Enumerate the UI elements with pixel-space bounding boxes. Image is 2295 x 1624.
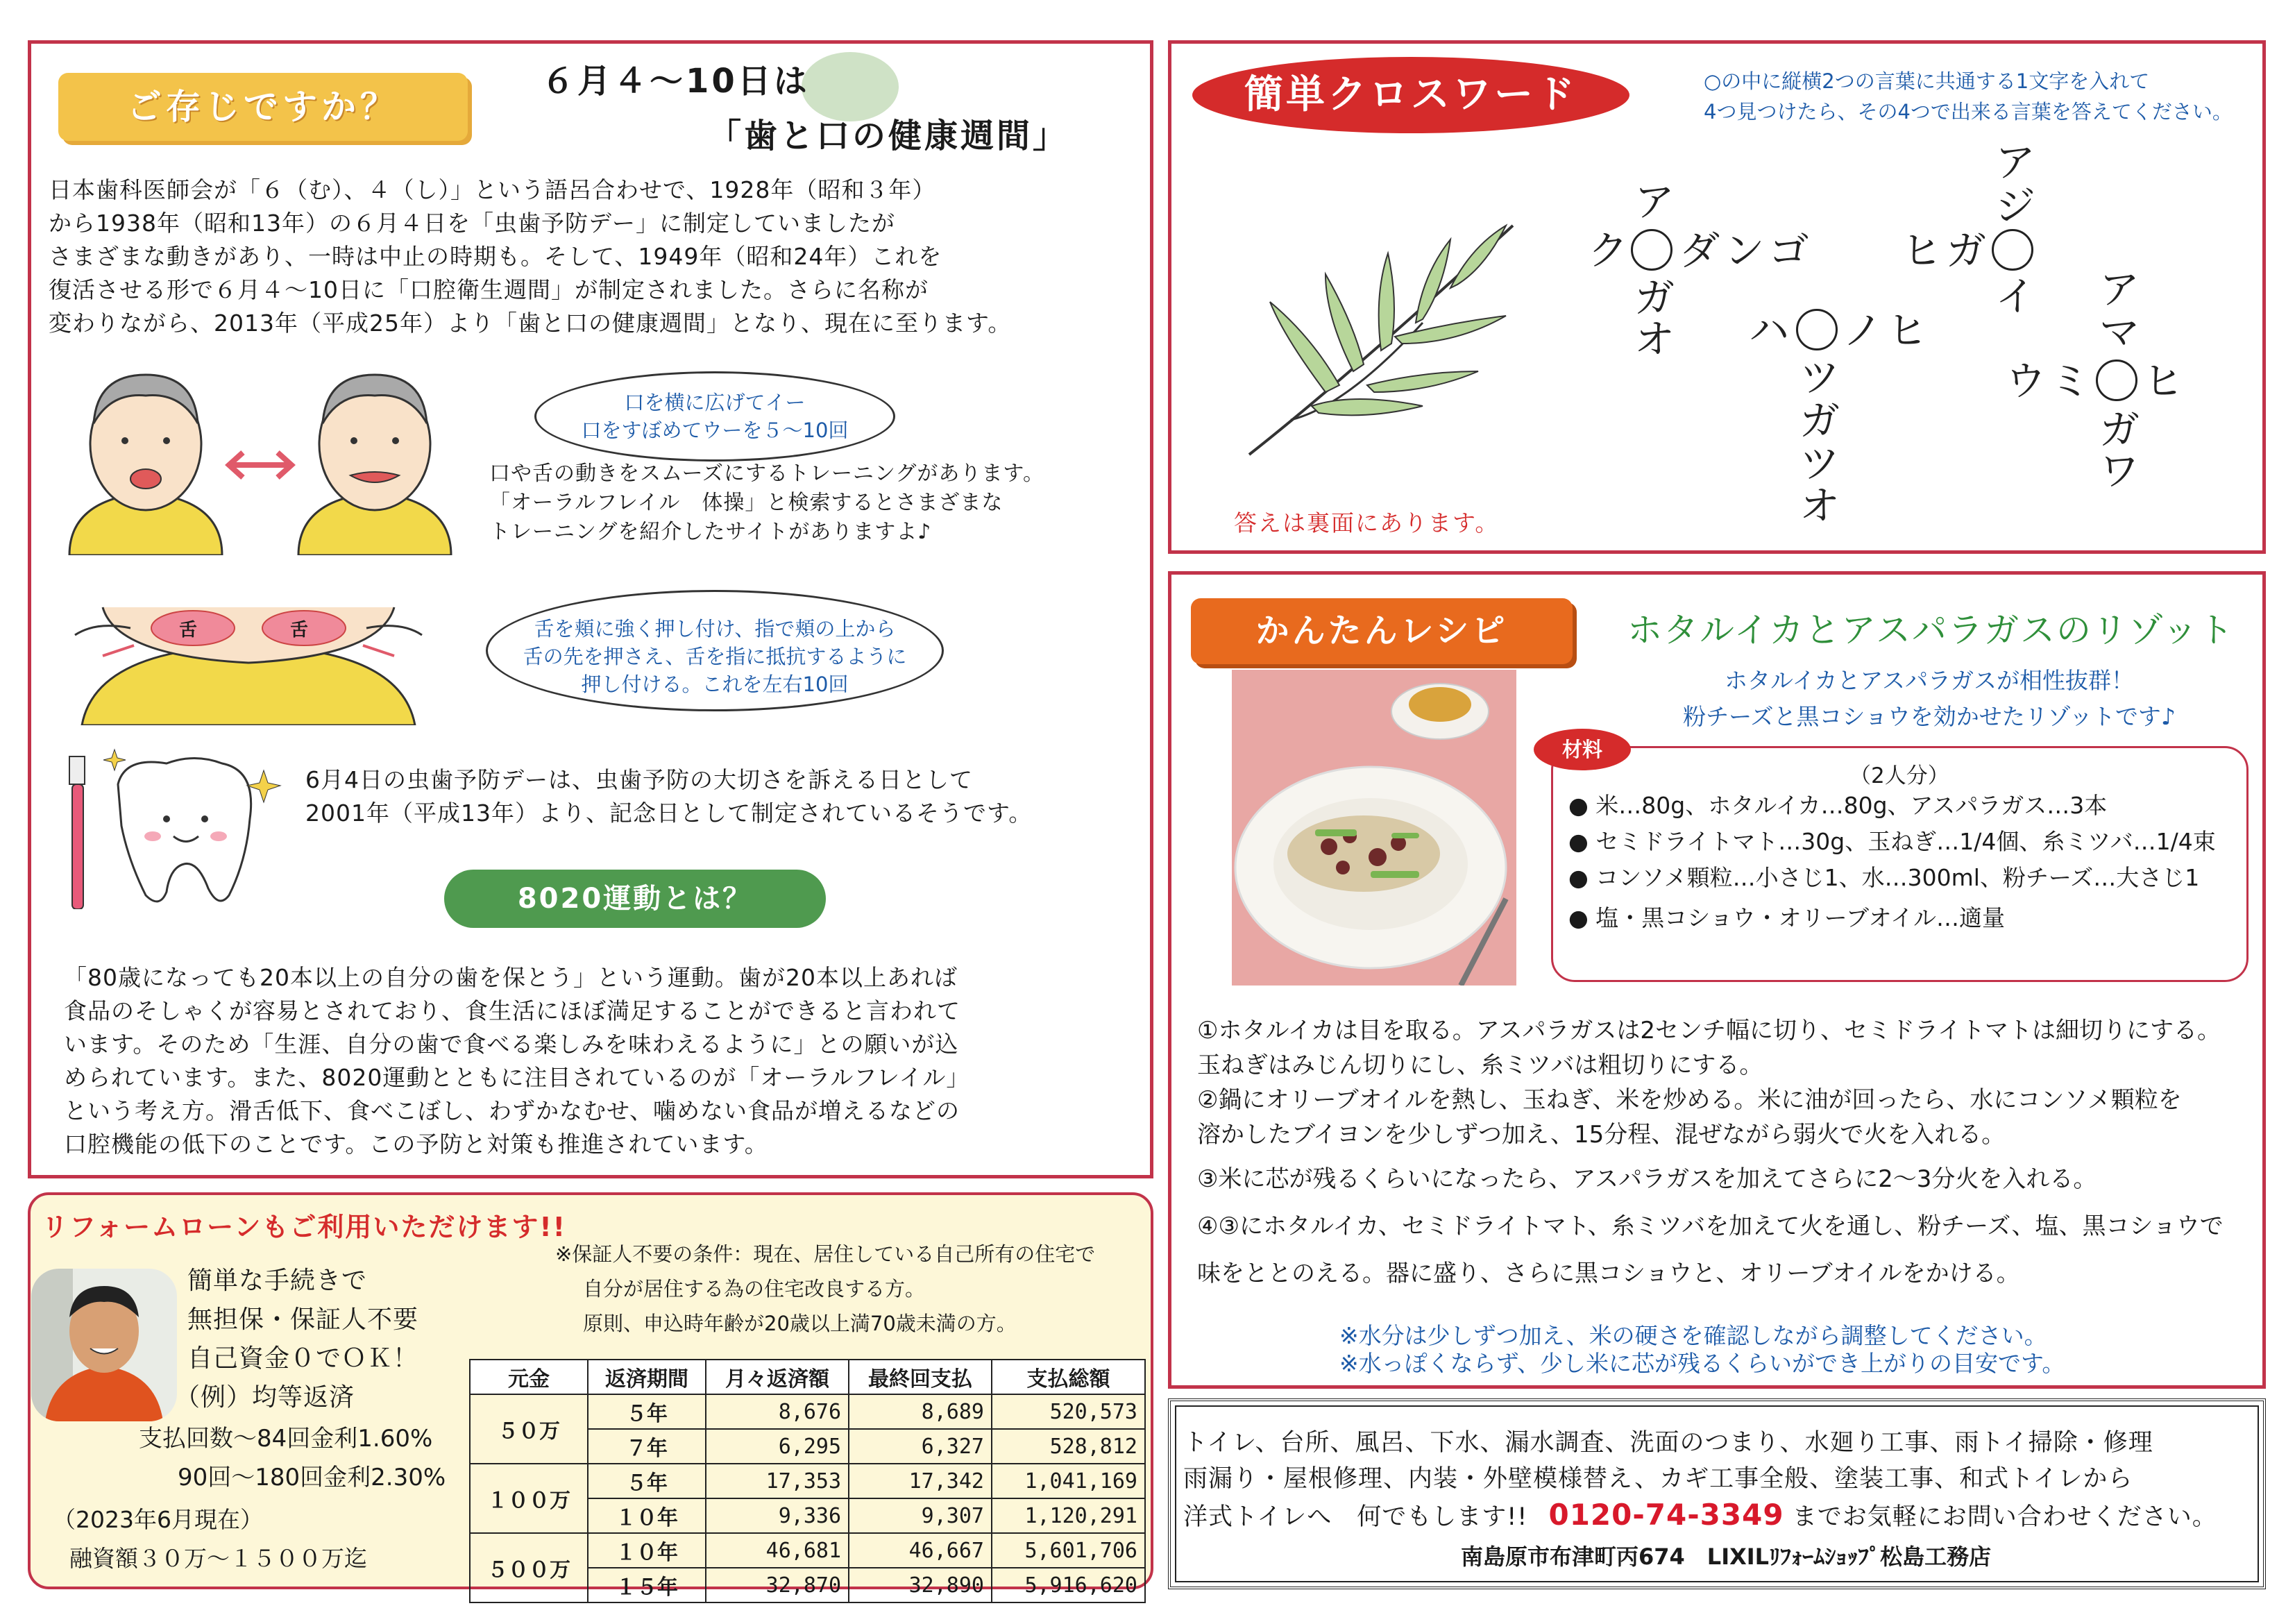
tip-line: ※水分は少しずつ加え、米の硬さを確認しながら調整してください。 bbox=[1339, 1322, 2047, 1349]
loan-footer bbox=[53, 1500, 367, 1578]
col-header: 元金 bbox=[470, 1360, 588, 1394]
toothbrush-icon bbox=[69, 756, 85, 909]
monthly-cell: 32,870 bbox=[706, 1568, 849, 1602]
total-cell: 528,812 bbox=[992, 1429, 1145, 1464]
tongue-label-left: 舌 bbox=[179, 620, 198, 641]
intro-line: 変わりながら、2013年（平成25年）より「歯と口の健康週間」となり、現在に至ります。 bbox=[49, 310, 1012, 337]
monthly-cell: 17,353 bbox=[706, 1464, 849, 1498]
bubble2-line: 舌を頬に強く押し付け、指で頬の上から bbox=[534, 617, 896, 641]
ingredient-item: ● コンソメ顆粒…小さじ1、水…300ml、粉チーズ…大さじ1 bbox=[1568, 864, 2200, 891]
tip-line: ※水っぽくならず、少し米に芯が残るくらいができ上がりの目安です。 bbox=[1339, 1350, 2065, 1377]
loan-feature-line: 自己資金０でＯＫ！ bbox=[187, 1344, 419, 1373]
intro-line: 日本歯科医師会が「６（む）、４（し）」という語呂合わせで、1928年（昭和３年） bbox=[49, 176, 936, 203]
p4-right: ヒ bbox=[2143, 357, 2184, 405]
campaign-line: 口腔機能の低下のことです。この予防と対策も推進されています。 bbox=[64, 1131, 768, 1158]
loan-table bbox=[469, 1359, 1146, 1603]
ingredients-label: 材料 bbox=[1561, 738, 1602, 761]
loan-range: 融資額３０万～１５００万迄 bbox=[69, 1545, 367, 1572]
p2-left: ヒガ bbox=[1902, 227, 1991, 274]
instruction-line: 4つ見つけたら、その4つで出来る言葉を答えてください。 bbox=[1704, 100, 2233, 124]
p4-top-1: ア bbox=[2099, 266, 2140, 313]
col-header: 最終回支払 bbox=[849, 1360, 992, 1394]
servings: （2人分） bbox=[1849, 763, 1949, 788]
period-cell: ５年 bbox=[588, 1464, 706, 1498]
step-line: 溶かしたブイヨンを少しずつ加え、15分程、混ぜながら弱火で火を入れる。 bbox=[1197, 1121, 2006, 1149]
p4-bottom-2: ワ bbox=[2099, 448, 2140, 495]
period-cell: ７年 bbox=[588, 1429, 706, 1464]
loan-rate-1: 支払回数～84回金利1.60% bbox=[139, 1425, 433, 1453]
period-cell: １５年 bbox=[588, 1568, 706, 1602]
principal-cell: ５０万 bbox=[470, 1394, 588, 1464]
loan-feature-line: 無担保・保証人不要 bbox=[187, 1305, 419, 1334]
crossword-title: 簡単クロスワード bbox=[1244, 72, 1577, 117]
recipe-badge bbox=[1191, 598, 1573, 664]
training-text bbox=[489, 459, 1044, 547]
last-cell: 6,327 bbox=[849, 1429, 992, 1464]
p2-top-1: ア bbox=[1995, 139, 2036, 186]
speech-bubble-2 bbox=[486, 590, 944, 711]
p2-top-2: ジ bbox=[1995, 183, 2036, 230]
arrow-both-icon bbox=[229, 452, 291, 477]
monthly-cell: 46,681 bbox=[706, 1533, 849, 1568]
loan-title: リフォームローンもご利用いただけます!! bbox=[42, 1212, 567, 1242]
campaign-line: 「80歳になっても20本以上の自分の歯を保とう」という運動。歯が20本以上あれば bbox=[64, 964, 958, 991]
ingredients-label-badge bbox=[1534, 729, 1631, 770]
loan-feature-line: （例）均等返済 bbox=[175, 1383, 355, 1412]
total-cell: 1,120,291 bbox=[992, 1498, 1145, 1533]
crossword-instruction bbox=[1704, 66, 2233, 127]
crossword-badge bbox=[1192, 57, 1629, 133]
last-cell: 8,689 bbox=[849, 1394, 992, 1429]
tongue-label-right: 舌 bbox=[290, 620, 309, 641]
period-cell: １０年 bbox=[588, 1533, 706, 1568]
campaign-line: います。そのため「生涯、自分の歯で食べる楽しみを味わえるように」との願いが込 bbox=[64, 1031, 959, 1058]
instruction-line: ○の中に縦横2つの言葉に共通する1文字を入れて bbox=[1704, 69, 2150, 93]
staff-photo-avatar bbox=[31, 1269, 177, 1421]
monthly-cell: 6,295 bbox=[706, 1429, 849, 1464]
loan-rates bbox=[139, 1419, 446, 1497]
did-you-know-label: ご存じですか？ bbox=[127, 87, 399, 127]
training-line: 「オーラルフレイル 体操」と検索するとさまざまな bbox=[489, 491, 1003, 515]
ad-line-3-pre: 洋式トイレへ 何でもします!! bbox=[1183, 1503, 1528, 1531]
last-cell: 9,307 bbox=[849, 1498, 992, 1533]
ingredients-list bbox=[1568, 788, 2216, 936]
recipe-steps bbox=[1197, 1013, 2224, 1291]
col-header: 支払総額 bbox=[992, 1360, 1145, 1394]
ingredient-item: ● 米…80g、ホタルイカ…80g、アスパラガス…3本 bbox=[1568, 792, 2108, 819]
campaign-line: という考え方。滑舌低下、食べこぼし、わずかなむせ、噛めない食品が増えるなどの bbox=[64, 1097, 960, 1124]
period-cell: ５年 bbox=[588, 1394, 706, 1429]
training-line: トレーニングを紹介したサイトがありますよ♪ bbox=[489, 520, 932, 544]
last-cell: 17,342 bbox=[849, 1464, 992, 1498]
ingredient-item: ● 塩・黒コショウ・オリーブオイル…適量 bbox=[1568, 904, 2005, 931]
total-cell: 5,601,706 bbox=[992, 1533, 1145, 1568]
risotto-photo bbox=[1232, 670, 1516, 986]
ad-line-1: トイレ、台所、風呂、下水、漏水調査、洗面のつまり、水廻り工事、雨トイ掃除・修理 bbox=[1183, 1429, 2153, 1457]
tooth-character-illustration bbox=[56, 743, 285, 909]
p3-bottom-1: ツ bbox=[1799, 354, 1840, 401]
loan-note bbox=[555, 1237, 1095, 1341]
monthly-cell: 9,336 bbox=[706, 1498, 849, 1533]
col-header: 返済期間 bbox=[588, 1360, 706, 1394]
total-cell: 5,916,620 bbox=[992, 1568, 1145, 1602]
headline bbox=[541, 54, 1069, 157]
step-line: 味をととのえる。器に盛り、さらに黒コショウと、オリーブオイルをかける。 bbox=[1197, 1260, 2020, 1287]
p1-left: ク bbox=[1588, 227, 1629, 274]
headline-line-2: 「歯と口の健康週間」 bbox=[708, 117, 1069, 155]
intro-line: 復活させる形で６月４～10日に「口腔衛生週間」が制定されました。さらに名称が bbox=[49, 276, 929, 303]
intro-line: さまざまな動きがあり、一時は中止の時期も。そして、1949年（昭和24年）これを bbox=[49, 243, 942, 270]
ad-line-3 bbox=[1183, 1497, 2217, 1535]
table-row bbox=[470, 1394, 1145, 1429]
p2-bottom: イ bbox=[1995, 273, 2036, 320]
intro-line: から1938年（昭和13年）の６月４日を「虫歯予防デー」に制定していましたが bbox=[49, 210, 895, 237]
8020-badge-label: 8020運動とは？ bbox=[517, 883, 753, 915]
step-line: ③米に芯が残るくらいになったら、アスパラガスを加えてさらに2～3分火を入れる。 bbox=[1197, 1165, 2097, 1193]
phone-number[interactable]: 0120-74-3349 bbox=[1548, 1498, 1784, 1532]
training-line: 口や舌の動きをスムーズにするトレーニングがあります。 bbox=[489, 462, 1044, 486]
recipe-subtitle bbox=[1652, 663, 2207, 735]
step-line: 玉ねぎはみじん切りにし、糸ミツバは粗切りにする。 bbox=[1197, 1051, 1763, 1079]
bubble2-line: 押し付ける。これを左右10回 bbox=[581, 673, 849, 696]
loan-features bbox=[175, 1262, 419, 1417]
ingredient-item: ● セミドライトマト…30g、玉ねぎ…1/4個、糸ミツバ…1/4束 bbox=[1568, 828, 2216, 855]
p1-right: ダンゴ bbox=[1679, 227, 1813, 274]
table-header-row bbox=[470, 1360, 1145, 1394]
crossword-answer-note: 答えは裏面にあります。 bbox=[1234, 509, 1500, 536]
ad-text bbox=[1183, 1425, 2217, 1535]
p3-right: ノヒ bbox=[1843, 307, 1932, 354]
tooth-day-text bbox=[305, 763, 1032, 830]
bubble1-line: 口を横に広げてイー bbox=[624, 391, 806, 414]
p3-bottom-2: ガ bbox=[1799, 397, 1840, 444]
recipe-title: ホタルイカとアスパラガスのリゾット bbox=[1627, 610, 2235, 650]
col-header: 月々返済額 bbox=[706, 1360, 849, 1394]
loan-feature-line: 簡単な手続きで bbox=[187, 1267, 368, 1295]
did-you-know-badge bbox=[58, 73, 468, 141]
loan-as-of: （2023年6月現在） bbox=[53, 1506, 263, 1533]
intro-paragraph bbox=[49, 174, 1011, 340]
p4-bottom-1: ガ bbox=[2099, 406, 2140, 453]
step-line: ①ホタルイカは目を取る。アスパラガスは2センチ幅に切り、セミドライトマトは細切りにする。 bbox=[1197, 1017, 2221, 1044]
tooth-day-line: 2001年（平成13年）より、記念日として制定されているそうです。 bbox=[305, 800, 1033, 827]
recipe-badge-label: かんたんレシピ bbox=[1255, 611, 1508, 650]
table-row bbox=[470, 1533, 1145, 1568]
monthly-cell: 8,676 bbox=[706, 1394, 849, 1429]
mouth-exercise-illustration bbox=[56, 361, 465, 555]
loan-note-line: 原則、申込時年齢が20歳以上満70歳未満の方。 bbox=[583, 1312, 1017, 1335]
p3-bottom-4: オ bbox=[1799, 482, 1840, 530]
p4-blank-cell[interactable] bbox=[2096, 360, 2137, 401]
face-right-icon bbox=[298, 375, 451, 555]
headline-line-1: ６月４～10日は bbox=[541, 62, 810, 101]
bubble1-line: 口をすぼめてウーを５～10回 bbox=[581, 418, 849, 442]
total-cell: 1,041,169 bbox=[992, 1464, 1145, 1498]
campaign-line: められています。また、8020運動とともに注目されているのが「オーラルフレイル」 bbox=[64, 1064, 970, 1091]
last-cell: 46,667 bbox=[849, 1533, 992, 1568]
total-cell: 520,573 bbox=[992, 1394, 1145, 1429]
campaign-paragraph bbox=[64, 961, 969, 1161]
principal-cell: ５００万 bbox=[470, 1533, 588, 1602]
bamboo-leaf-illustration bbox=[1242, 198, 1520, 462]
ad-line-3-post: までお気軽にお問い合わせください。 bbox=[1792, 1503, 2217, 1531]
principal-cell: １００万 bbox=[470, 1464, 588, 1533]
last-cell: 32,890 bbox=[849, 1568, 992, 1602]
p1-bottom-2: オ bbox=[1634, 316, 1675, 363]
ad-line-2: 雨漏り・屋根修理、内装・外壁模様替え、カギ工事全般、塗装工事、和式トイレから bbox=[1183, 1465, 2133, 1493]
campaign-line: 食品のそしゃくが容易とされており、食生活にほぼ満足することができると言われて bbox=[64, 997, 960, 1024]
8020-badge bbox=[444, 870, 826, 928]
loan-rate-2: 90回～180回金利2.30% bbox=[178, 1464, 446, 1491]
recipe-subtitle-line: ホタルイカとアスパラガスが相性抜群！ bbox=[1724, 667, 2135, 694]
recipe-tips bbox=[1339, 1322, 2065, 1378]
loan-note-line: ※保証人不要の条件：現在、居住している自己所有の住宅で bbox=[555, 1242, 1096, 1266]
period-cell: １０年 bbox=[588, 1498, 706, 1533]
recipe-subtitle-line: 粉チーズと黒コショウを効かせたリゾットです♪ bbox=[1683, 703, 2176, 730]
p4-top-2: マ bbox=[2099, 309, 2140, 356]
p4-left: ウミ bbox=[2006, 357, 2095, 405]
cheek-exercise-illustration bbox=[54, 580, 443, 725]
speech-bubble-1 bbox=[534, 371, 895, 462]
table-row bbox=[470, 1464, 1145, 1498]
face-left-icon bbox=[69, 375, 222, 555]
p3-blank-cell[interactable] bbox=[1796, 309, 1838, 350]
p2-blank-cell[interactable] bbox=[1992, 229, 2033, 271]
step-line: ②鍋にオリーブオイルを熱し、玉ねぎ、米を炒める。米に油が回ったら、水にコンソメ顆粒を bbox=[1197, 1086, 2182, 1114]
p1-top: ア bbox=[1634, 178, 1675, 226]
p3-bottom-3: ツ bbox=[1799, 440, 1840, 487]
p1-bottom-1: ガ bbox=[1634, 274, 1675, 321]
shop-address: 南島原市布津町丙674 LIXILﾘﾌｫｰﾑｼｮｯﾌﾟ松島工務店 bbox=[1461, 1543, 1992, 1570]
p1-blank-cell[interactable] bbox=[1631, 229, 1672, 271]
p3-left: ハ bbox=[1749, 307, 1790, 354]
bubble2-line: 舌の先を押さえ、舌を指に抵抗するように bbox=[523, 645, 907, 668]
tooth-day-line: 6月4日の虫歯予防デーは、虫歯予防の大切さを訴える日として bbox=[305, 766, 973, 793]
step-line: ④③にホタルイカ、セミドライトマト、糸ミツバを加えて火を通し、粉チーズ、塩、黒コショウで bbox=[1197, 1212, 2224, 1240]
loan-note-line: 自分が居住する為の住宅改良する方。 bbox=[583, 1277, 926, 1301]
